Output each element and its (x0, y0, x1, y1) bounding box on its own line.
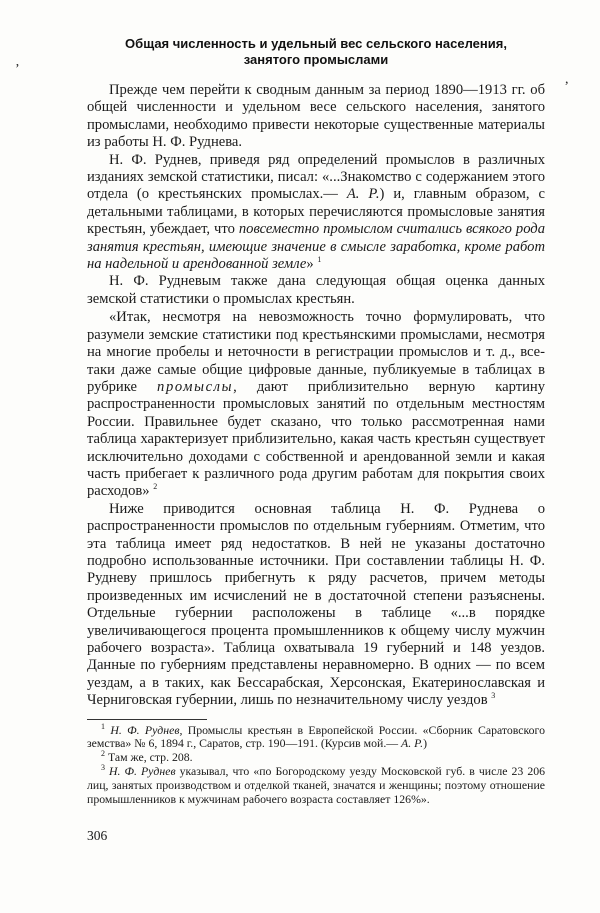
paragraph-5-text: Ниже приводится основная таблица Н. Ф. Руднева о распространенности промыслов по отдельным губерниям. Отметим, что эта таблица имеет ряд недостатков. В ней не указаны достаточно подробно использованные источники. При составлении таблицы Н. Ф. Рудневу пришлось прибегнуть к ряду расчетов, причем методы произведенных им исчислений не в достаточной степени разъяснены. Отдельные губернии расположены в таблице «...в порядке увеличивающегося процента промышленников к общему числу мужчин рабочего возраста». Таблица охватывала 19 губерний и 148 уездов. Данные по губерниям представлены неравномерно. В одних — по всем уездам, а в таких, как Бессарабская, Херсонская, Екатеринославская и Черниговская губернии, лишь по незначительному числу уездов (87, 500, 545, 709)
paragraph-2-text-b: ) и, главным образом, с детальными таблицами, в которых перечисляются промысловые занятия крестьян, убеждает, что (87, 186, 545, 238)
paragraph-4-text-a: «Итак, несмотря на невозможность точно формулировать, что разумели земские статистики под крестьянскими промыслами, несмотря на многие пробелы и неточности в регистрации промыслов и т. д., все-таки даже самые общие цифровые данные, публикуемые в таблицах в рубрике (87, 309, 545, 395)
paragraph-4-quote (87, 309, 545, 500)
title-line-1: Общая численность и удельный вес сельского населения, (125, 36, 507, 51)
paragraph-2-text-a: Н. Ф. Руднев, приведя ряд определений промыслов в различных изданиях земской статистики, писал: «...Знакомство с содержанием этого отдела (о крестьянских промыслах.— (87, 151, 545, 203)
margin-mark: ʼ (15, 62, 20, 77)
page-number: 306 (87, 828, 108, 843)
title-line-2: занятого промыслами (243, 52, 389, 67)
section-title (87, 36, 545, 68)
footnote-ref-3[interactable]: 3 (491, 691, 496, 701)
page-body (87, 36, 545, 806)
footnote-divider (87, 719, 207, 720)
footnote-3-author: Н. Ф. Руднев (109, 764, 176, 779)
footnote-2-text: Там же, стр. 208. (105, 750, 193, 765)
margin-mark: , (565, 72, 569, 87)
paragraph-2 (87, 152, 545, 274)
footnote-1 (87, 721, 546, 752)
paragraph-2-italic: повсеместно промыслом считались всякого рода занятия крестьян, имеющие значение в смысле заработка, кроме работ на надельной и арендованной земле (87, 221, 545, 273)
paragraph-4-spaced: промыслы (157, 378, 234, 395)
footnote-3-text: указывал, что «по Богородскому уезду Московской губ. в числе 23 206 лиц, занятых производством и отделкой тканей, значатся и женщины; поэтому отношение промышленников к мужчинам рабочего возраста составляет 126%». (87, 764, 546, 806)
paragraph-3: Н. Ф. Рудневым также дана следующая общая оценка данных земской статистики о промыслах крестьян. (87, 273, 545, 307)
footnote-3-number: 3 (101, 763, 105, 773)
paragraph-4-text-b: , дают приблизительно верную картину распространенности промысловых занятий по отдельным местностям России. Правильнее будет сказано, что только рассмотренная нами таблица характеризует приблизительно, какая часть крестьян существует исключительно доходами с собственной и арендованной земли и какая часть прибегает к различного рода другим работам для покрытия своих расходов» (87, 378, 545, 500)
footnote-2-number: 2 (101, 749, 105, 759)
paragraph-2-text-c: » (306, 256, 318, 273)
paragraph-2-initials: А. Р. (346, 186, 380, 203)
paragraph-1: Прежде чем перейти к сводным данным за период 1890—1913 гг. об общей численности и удельном весе сельского населения, занятого промыслами, необходимо привести некоторые существенные материалы из работы Н. Ф. Руднева. (87, 82, 545, 151)
footnote-1-initials: А. Р. (401, 736, 424, 751)
footnote-1-end: ) (423, 736, 428, 751)
footnote-3 (87, 765, 545, 806)
footnote-1-number: 1 (101, 721, 105, 731)
footnote-1-text: Промыслы крестьян в Европейской России. «Сборник Саратовского земства» № 6, 1894 г., Саратов, стр. 190—191. (Курсив мой.— (87, 722, 546, 751)
footnote-ref-1[interactable]: 1 (317, 255, 322, 265)
paragraph-5 (87, 501, 545, 710)
footnote-2 (87, 751, 545, 765)
footnote-1-author: Н. Ф. Руднев, (110, 722, 183, 737)
footnote-ref-2[interactable]: 2 (153, 482, 158, 492)
